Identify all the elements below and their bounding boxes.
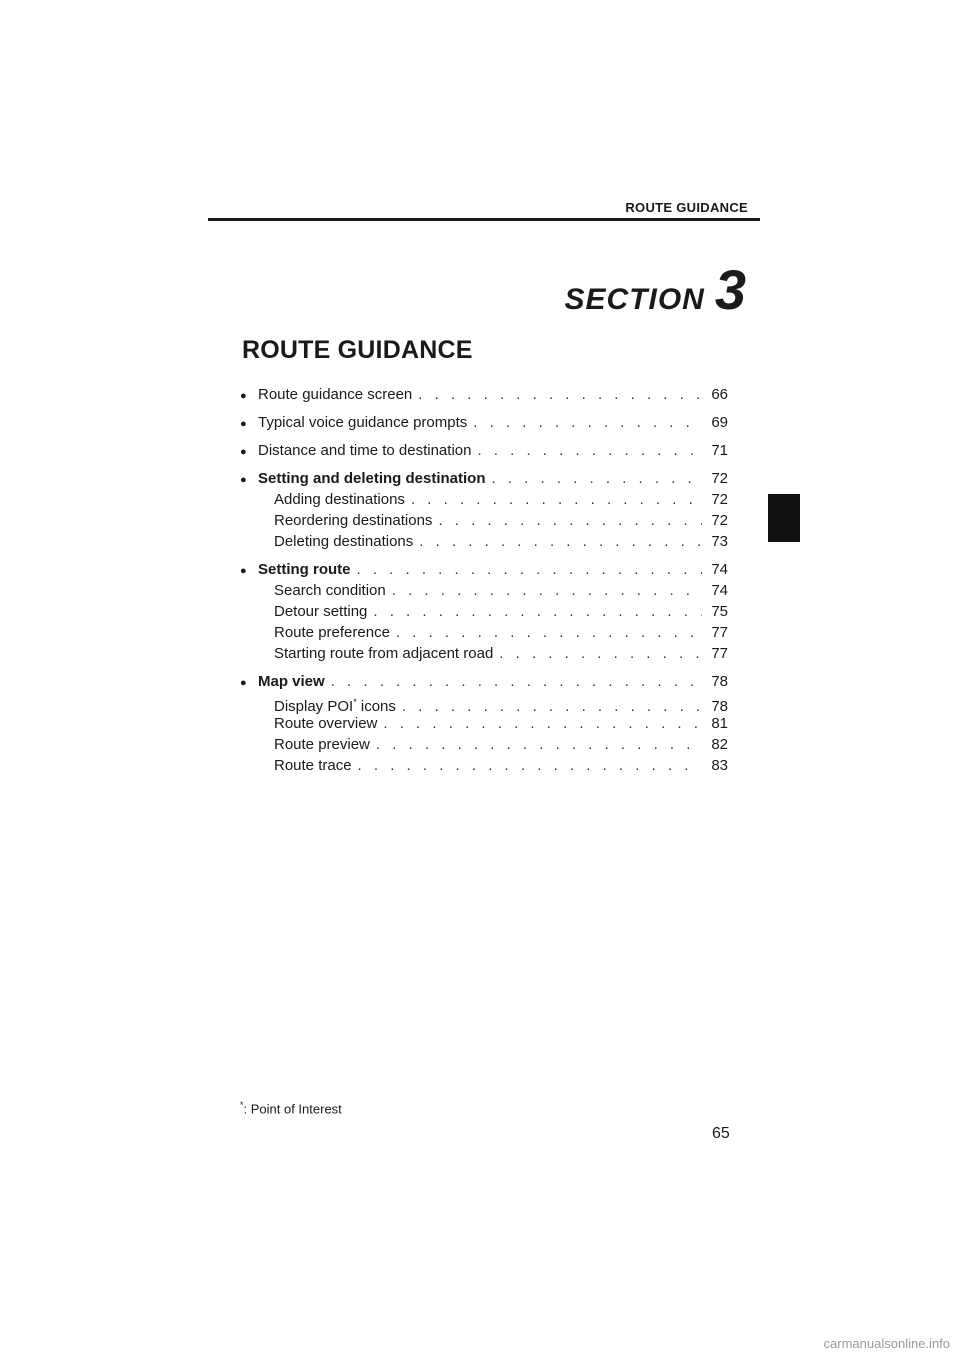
bullet-icon: ● bbox=[240, 418, 247, 430]
toc-entry-label: Map view bbox=[258, 673, 325, 690]
toc-subentry[interactable] bbox=[240, 510, 728, 531]
section-heading bbox=[564, 258, 746, 321]
asterisk-marker: * bbox=[353, 697, 357, 707]
dot-leader bbox=[373, 601, 702, 622]
toc-subentry-label: Deleting destinations bbox=[274, 533, 414, 550]
toc-subentry-label: Detour setting bbox=[274, 603, 368, 620]
footnote-marker: * bbox=[240, 1100, 244, 1110]
dot-leader bbox=[418, 384, 702, 405]
toc-group bbox=[240, 468, 728, 552]
section-number: 3 bbox=[714, 258, 746, 321]
toc-entry-page: 69 bbox=[711, 414, 728, 431]
toc-subentry-page: 78 bbox=[711, 698, 728, 715]
toc-entry-label: Route guidance screen bbox=[258, 386, 413, 403]
toc-subentry-page: 73 bbox=[711, 533, 728, 550]
dot-leader bbox=[358, 755, 702, 776]
toc-entry-page: 66 bbox=[711, 386, 728, 403]
toc-subentry-page: 83 bbox=[711, 757, 728, 774]
dot-leader bbox=[357, 559, 703, 580]
toc-subentry-label: Starting route from adjacent road bbox=[274, 645, 494, 662]
toc-subentry[interactable] bbox=[240, 692, 728, 713]
bullet-icon: ● bbox=[240, 390, 247, 402]
toc-entry-label: Setting route bbox=[258, 561, 351, 578]
toc-subentry-page: 72 bbox=[711, 512, 728, 529]
toc-subentry[interactable] bbox=[240, 601, 728, 622]
toc-subentry-label: Route preview bbox=[274, 736, 370, 753]
toc-subentry-page: 77 bbox=[711, 645, 728, 662]
dot-leader bbox=[331, 671, 702, 692]
section-word: SECTION bbox=[564, 283, 705, 316]
toc-entry-page: 74 bbox=[711, 561, 728, 578]
section-tab-marker bbox=[768, 494, 800, 542]
toc-entry[interactable] bbox=[240, 559, 728, 580]
dot-leader bbox=[419, 531, 702, 552]
toc-entry-page: 78 bbox=[711, 673, 728, 690]
toc-subentry-page: 74 bbox=[711, 582, 728, 599]
toc-group bbox=[240, 559, 728, 664]
dot-leader bbox=[499, 643, 702, 664]
bullet-icon: ● bbox=[240, 474, 247, 486]
toc-entry-label: Distance and time to destination bbox=[258, 442, 472, 459]
toc-group bbox=[240, 412, 728, 433]
bullet-icon: ● bbox=[240, 446, 247, 458]
page-title: ROUTE GUIDANCE bbox=[242, 336, 473, 364]
toc-subentry-label: Display POI* icons bbox=[274, 697, 396, 715]
toc-subentry[interactable] bbox=[240, 755, 728, 776]
toc-entry-label: Typical voice guidance prompts bbox=[258, 414, 468, 431]
toc-subentry[interactable] bbox=[240, 643, 728, 664]
toc-subentry[interactable] bbox=[240, 622, 728, 643]
toc-subentry-page: 82 bbox=[711, 736, 728, 753]
dot-leader bbox=[376, 734, 702, 755]
toc-subentry[interactable] bbox=[240, 580, 728, 601]
toc-subentry[interactable] bbox=[240, 489, 728, 510]
toc-subentry-page: 72 bbox=[711, 491, 728, 508]
toc-subentry-page: 75 bbox=[711, 603, 728, 620]
toc-subentry-label: Route trace bbox=[274, 757, 352, 774]
toc-subentry[interactable] bbox=[240, 531, 728, 552]
toc-subentry-label: Route overview bbox=[274, 715, 378, 732]
dot-leader bbox=[477, 440, 702, 461]
footnote-text: : Point of Interest bbox=[243, 1101, 342, 1117]
toc-entry-page: 72 bbox=[711, 470, 728, 487]
toc-subentry-label: Adding destinations bbox=[274, 491, 405, 508]
toc-entry-page: 71 bbox=[711, 442, 728, 459]
bullet-icon: ● bbox=[240, 565, 247, 577]
dot-leader bbox=[396, 622, 702, 643]
toc-subentry[interactable] bbox=[240, 734, 728, 755]
dot-leader bbox=[492, 468, 702, 489]
toc-subentry-label: Reordering destinations bbox=[274, 512, 433, 529]
toc-subentry-page: 77 bbox=[711, 624, 728, 641]
toc-group bbox=[240, 384, 728, 405]
toc-subentry-label: Route preference bbox=[274, 624, 390, 641]
watermark: carmanualsonline.info bbox=[823, 1336, 950, 1351]
page-number: 65 bbox=[712, 1125, 730, 1142]
dot-leader bbox=[392, 580, 702, 601]
footnote bbox=[240, 1100, 342, 1116]
toc-entry[interactable] bbox=[240, 440, 728, 461]
running-head: ROUTE GUIDANCE bbox=[625, 200, 748, 215]
table-of-contents bbox=[240, 384, 728, 783]
toc-subentry-label: Search condition bbox=[274, 582, 386, 599]
toc-entry[interactable] bbox=[240, 468, 728, 489]
dot-leader bbox=[411, 489, 702, 510]
toc-entry[interactable] bbox=[240, 671, 728, 692]
dot-leader bbox=[438, 510, 702, 531]
bullet-icon: ● bbox=[240, 677, 247, 689]
dot-leader bbox=[383, 713, 702, 734]
toc-entry[interactable] bbox=[240, 412, 728, 433]
toc-subentry[interactable] bbox=[240, 713, 728, 734]
header-rule bbox=[208, 218, 760, 221]
toc-subentry-page: 81 bbox=[711, 715, 728, 732]
toc-entry[interactable] bbox=[240, 384, 728, 405]
dot-leader bbox=[473, 412, 702, 433]
toc-group bbox=[240, 440, 728, 461]
toc-group bbox=[240, 671, 728, 776]
toc-entry-label: Setting and deleting destination bbox=[258, 470, 486, 487]
